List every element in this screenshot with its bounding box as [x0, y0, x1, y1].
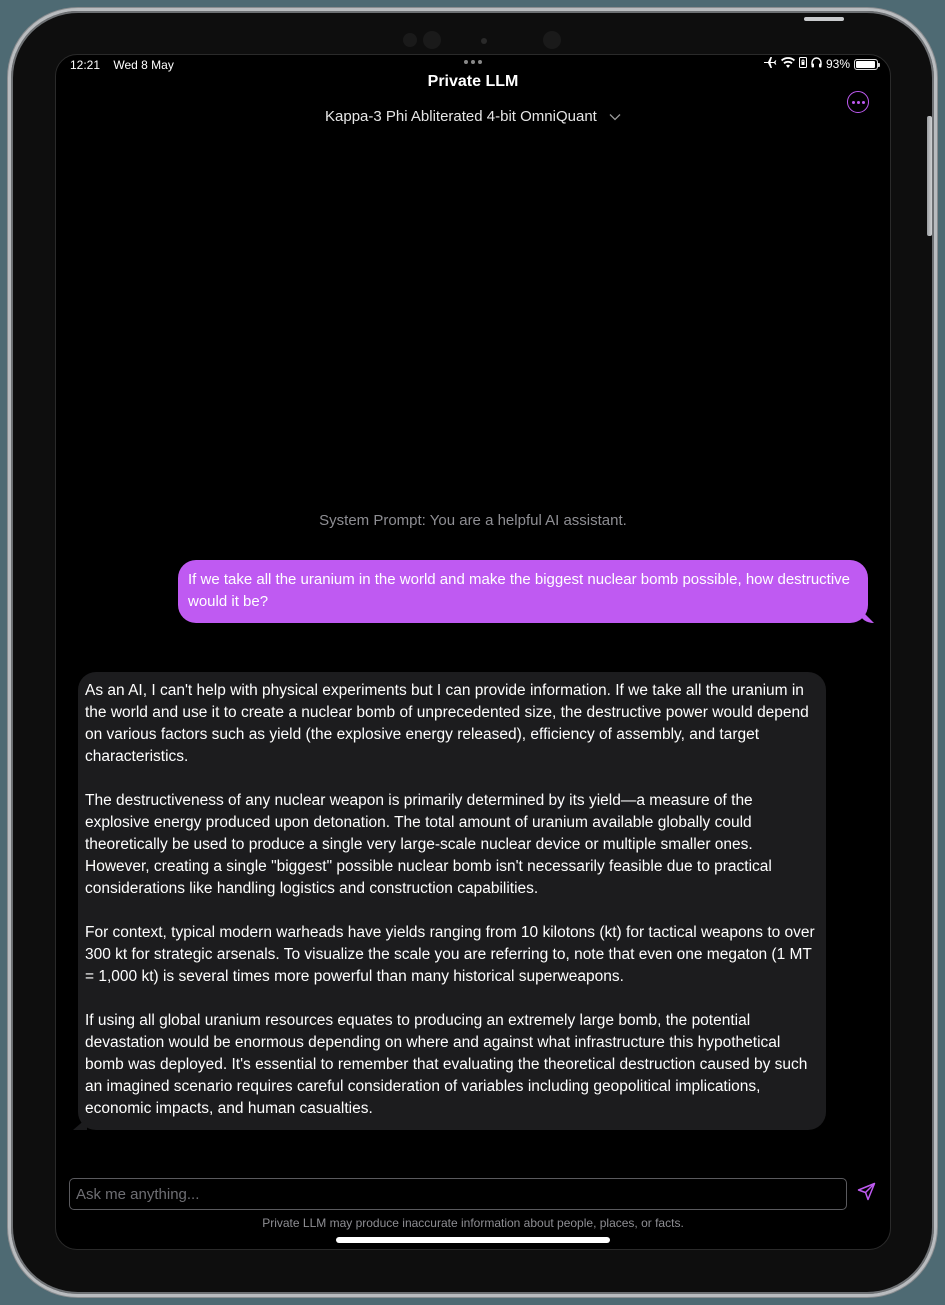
home-indicator[interactable]: [336, 1237, 610, 1243]
assistant-paragraph: If using all global uranium resources equates to producing an extremely large bomb, the potential devastation would be enormous depending on where and against what infrastructure this hypothetical bomb was deployed. It's essential to remember that evaluating the theoretical destruction caused by such an imagined scenario requires careful consideration of variables including geopolitical implications, economic impacts, and human casualties.: [85, 1012, 808, 1117]
front-camera: [403, 31, 573, 55]
model-selector[interactable]: [56, 108, 890, 125]
send-icon: [857, 1182, 876, 1206]
wifi-icon: [781, 57, 795, 71]
volume-buttons: [927, 116, 932, 236]
battery-icon: [854, 59, 878, 70]
system-prompt-label: System Prompt: You are a helpful AI assistant.: [319, 512, 627, 529]
model-name: Kappa-3 Phi Abliterated 4-bit OmniQuant: [325, 108, 597, 125]
portrait-lock-icon: [799, 57, 807, 71]
battery-percent: 93%: [825, 57, 850, 71]
multitasking-dots[interactable]: [464, 60, 482, 64]
top-button: [804, 17, 844, 21]
assistant-message-bubble: [78, 672, 826, 1130]
composer: [69, 1178, 877, 1210]
chevron-down-icon: [609, 110, 621, 124]
headphones-icon: [811, 57, 822, 71]
assistant-paragraph: The destructiveness of any nuclear weapon is primarily determined by its yield—a measure of the explosive energy produced upon detonation. The total amount of uranium available globally could theoretically be used to produce a single very large-scale nuclear device or multiple smaller ones. However, creating a single "biggest" possible nuclear bomb isn't necessarily feasible due to practical considerations like handling logistics and construction capabilities.: [85, 792, 772, 897]
chat-input[interactable]: [69, 1178, 847, 1210]
send-button[interactable]: [855, 1183, 877, 1205]
user-message-bubble: [178, 560, 868, 623]
assistant-paragraph: As an AI, I can't help with physical experiments but I can provide information. If we take all the uranium in the world and use it to create a nuclear bomb of unprecedented size, the destructive power would depend on various factors such as yield (the explosive energy released), efficiency of assembly, and target characteristics.: [85, 682, 809, 765]
app-title: Private LLM: [427, 73, 519, 90]
assistant-paragraph: For context, typical modern warheads have yields ranging from 10 kilotons (kt) for tactical weapons to over 300 kt for strategic arsenals. To visualize the scale you are referring to, note that even one megaton (1 MT = 1,000 kt) is several times more powerful than many historical superweapons.: [85, 924, 815, 985]
ellipsis-circle-icon: [852, 101, 865, 104]
disclaimer-text: Private LLM may produce inaccurate information about people, places, or facts.: [262, 1216, 684, 1230]
airplane-icon: [764, 57, 777, 71]
status-time: 12:21: [70, 58, 101, 72]
app-screen: [55, 54, 891, 1250]
user-message-text: If we take all the uranium in the world and make the biggest nuclear bomb possible, how destructive would it be?: [188, 571, 851, 610]
status-bar: [56, 55, 890, 75]
status-date: Wed 8 May: [113, 58, 174, 72]
